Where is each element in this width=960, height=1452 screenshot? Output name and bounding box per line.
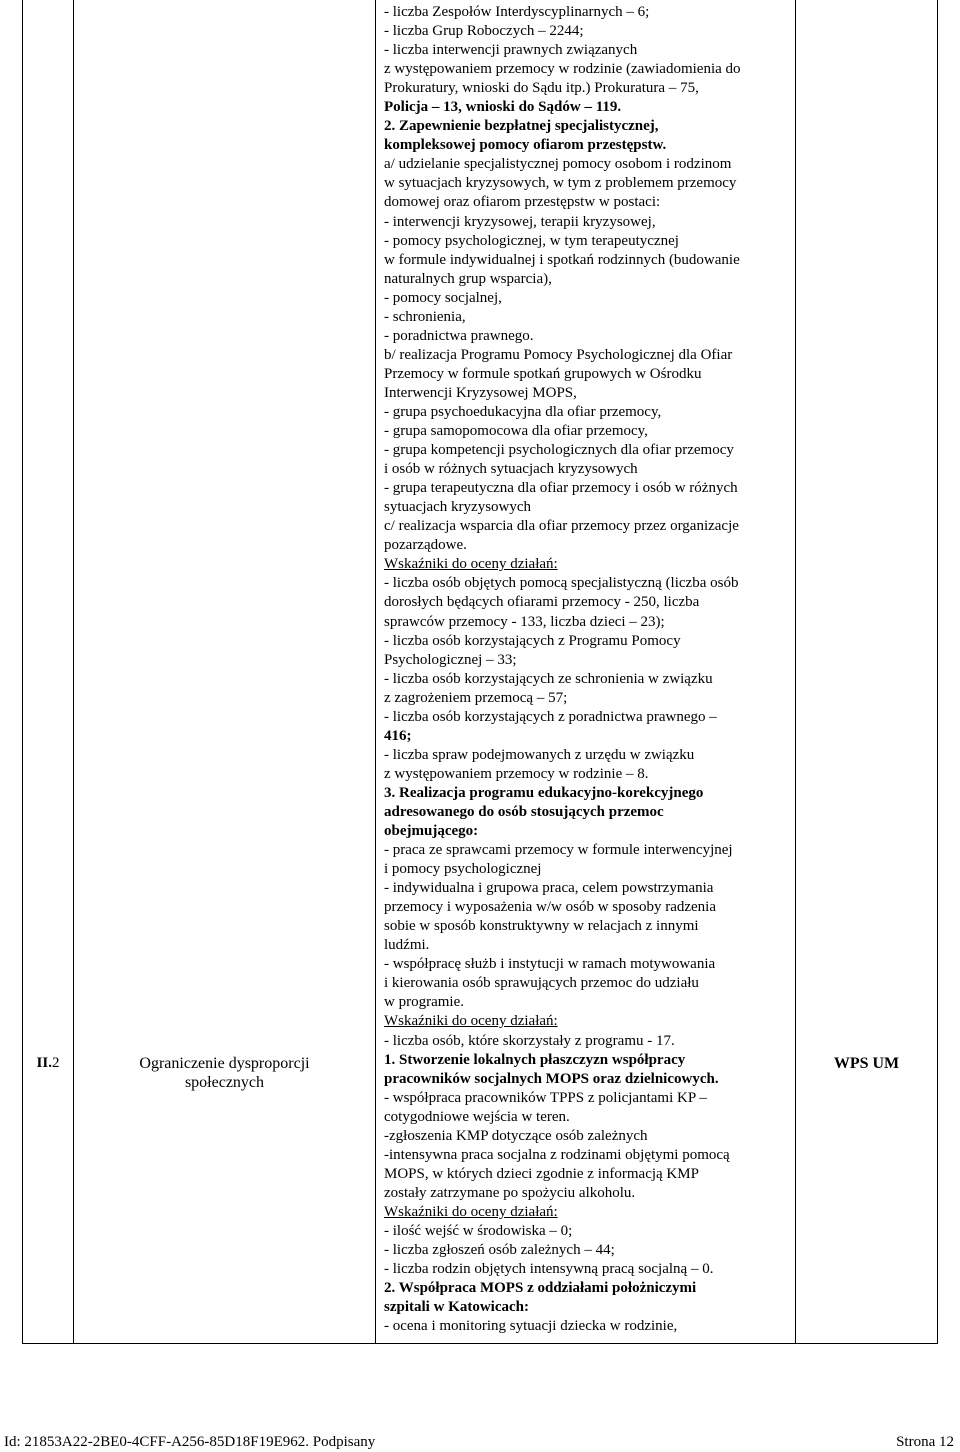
table-col-divider-3 — [795, 0, 796, 1344]
content-line: i osób w różnych sytuacjach kryzysowych — [384, 461, 638, 478]
content-line: Przemocy w formule spotkań grupowych w Ośrodku — [384, 365, 702, 382]
content-line: -zgłoszenia KMP dotyczące osób zależnych — [384, 1127, 648, 1144]
content-line: sobie w sposób konstruktywny w relacjach z innymi — [384, 918, 699, 935]
content-line: sprawców przemocy - 133, liczba dzieci – 23); — [384, 613, 665, 630]
content-line: - liczba Zespołów Interdyscyplinarnych – 6; — [384, 4, 650, 20]
content-line: szpitali w Katowicach: — [384, 1299, 529, 1316]
content-line: 416; — [384, 727, 412, 744]
content-line: pracowników socjalnych MOPS oraz dzielnicowych. — [384, 1070, 719, 1087]
responsible-cell: WPS UM — [833, 1055, 900, 1072]
content-line: - liczba osób korzystających ze schronienia w związku — [384, 670, 713, 687]
content-line: - pomocy socjalnej, — [384, 289, 502, 306]
goal-line-2: społecznych — [184, 1074, 265, 1091]
content-line: przemocy i wyposażenia w/w osób w sposoby radzenia — [384, 899, 716, 916]
content-line: dorosłych będących ofiarami przemocy - 250, liczba — [384, 594, 700, 611]
content-line: - liczba interwencji prawnych związanych — [384, 42, 638, 59]
content-line: - liczba osób, które skorzystały z programu - 17. — [384, 1032, 675, 1049]
content-line: 2. Zapewnienie bezpłatnej specjalistycznej, — [384, 118, 659, 135]
goal-line-1: Ograniczenie dysproporcji — [139, 1055, 310, 1072]
content-line: - indywidualna i grupowa praca, celem powstrzymania — [384, 880, 714, 897]
content-line: - pomocy psychologicznej, w tym terapeutycznej — [384, 232, 679, 249]
content-line: 3. Realizacja programu edukacyjno-korekcyjnego — [384, 784, 704, 801]
content-line: Interwencji Kryzysowej MOPS, — [384, 384, 577, 401]
content-line: - liczba rodzin objętych intensywną pracą socjalną – 0. — [384, 1261, 714, 1278]
content-line: - interwencji kryzysowej, terapii kryzysowej, — [384, 213, 656, 230]
content-line: Policja – 13, wnioski do Sądów – 119. — [384, 99, 622, 116]
content-line: - grupa kompetencji psychologicznych dla ofiar przemocy — [384, 442, 734, 459]
table-border-right — [937, 0, 938, 1344]
content-line: zostały zatrzymane po spożyciu alkoholu. — [384, 1184, 636, 1201]
content-line: -intensywna praca socjalna z rodzinami objętymi pomocą — [384, 1146, 730, 1163]
content-line: i pomocy psychologicznej — [384, 861, 542, 878]
content-line: b/ realizacja Programu Pomocy Psychologicznej dla Ofiar — [384, 346, 733, 363]
goal-cell — [74, 1054, 375, 1092]
content-line: 2. Współpraca MOPS z oddziałami położniczymi — [384, 1280, 697, 1297]
footer-document-id: Id: 21853A22-2BE0-4CFF-A256-85D18F19E962. Podpisany — [4, 1434, 376, 1450]
content-line: cotygodniowe wejścia w teren. — [384, 1108, 570, 1125]
content-line: i kierowania osób sprawujących przemoc do udziału — [384, 975, 699, 992]
content-line: - praca ze sprawcami przemocy w formule interwencyjnej — [384, 842, 733, 859]
content-line: MOPS, w których dzieci zgodnie z informacją KMP — [384, 1165, 699, 1182]
content-line: - grupa samopomocowa dla ofiar przemocy, — [384, 423, 648, 440]
footer-page-number: Strona 12 — [896, 1434, 954, 1450]
content-line: ludźmi. — [384, 937, 430, 954]
content-line: - liczba osób objętych pomocą specjalistyczną (liczba osób — [384, 575, 739, 592]
content-line: - liczba zgłoszeń osób zależnych – 44; — [384, 1242, 615, 1259]
content-line: sytuacjach kryzysowych — [384, 499, 532, 516]
content-line: - ocena i monitoring sytuacji dziecka w rodzinie, — [384, 1318, 678, 1335]
content-line: z zagrożeniem przemocą – 57; — [384, 689, 568, 706]
content-line: - współpracę służb i instytucji w ramach motywowania — [384, 956, 716, 973]
content-line: Psychologicznej – 33; — [384, 651, 517, 668]
content-line: - schronienia, — [384, 308, 466, 325]
content-line: w programie. — [384, 994, 464, 1011]
content-line: - poradnictwa prawnego. — [384, 327, 534, 344]
table-col-divider-1 — [73, 0, 74, 1344]
row-number-prefix: II. — [36, 1055, 52, 1071]
content-line: - ilość wejść w środowiska – 0; — [384, 1223, 573, 1239]
content-line: 1. Stworzenie lokalnych płaszczyzn współpracy — [384, 1051, 686, 1068]
content-line: Wskaźniki do oceny działań: — [384, 1013, 558, 1030]
content-line: Prokuratury, wnioski do Sądu itp.) Prokuratura – 75, — [384, 80, 699, 97]
content-line: adresowanego do osób stosujących przemoc — [384, 803, 664, 820]
content-line: - liczba osób korzystających z Programu Pomocy — [384, 632, 681, 649]
content-line: z występowaniem przemocy w rodzinie (zawiadomienia do — [384, 61, 741, 78]
content-line: - współpraca pracowników TPPS z policjantami KP – — [384, 1089, 707, 1106]
content-line: - grupa terapeutyczna dla ofiar przemocy i osób w różnych — [384, 480, 738, 497]
row-number-suffix: 2 — [51, 1055, 60, 1071]
content-line: Wskaźniki do oceny działań: — [384, 556, 558, 573]
content-line: kompleksowej pomocy ofiarom przestępstw. — [384, 137, 667, 154]
task-description-cell — [384, 3, 794, 1336]
content-line: - grupa psychoedukacyjna dla ofiar przemocy, — [384, 403, 662, 420]
table-col-divider-2 — [375, 0, 376, 1344]
table-border-bottom — [22, 1343, 938, 1344]
table-border-left — [22, 0, 23, 1344]
content-line: obejmującego: — [384, 823, 479, 840]
content-line: naturalnych grup wsparcia), — [384, 270, 552, 287]
content-line: a/ udzielanie specjalistycznej pomocy osobom i rodzinom — [384, 156, 732, 173]
content-line: - liczba spraw podejmowanych z urzędu w związku — [384, 746, 695, 763]
content-line: Wskaźniki do oceny działań: — [384, 1203, 558, 1220]
content-line: c/ realizacja wsparcia dla ofiar przemocy przez organizacje — [384, 518, 739, 535]
content-line: z występowaniem przemocy w rodzinie – 8. — [384, 765, 649, 782]
content-line: - liczba Grup Roboczych – 2244; — [384, 23, 584, 40]
content-line: - liczba osób korzystających z poradnictwa prawnego – — [384, 708, 717, 725]
page-footer — [0, 1434, 960, 1452]
content-line: domowej oraz ofiarom przestępstw w postaci: — [384, 194, 661, 211]
content-line: pozarządowe. — [384, 537, 467, 554]
content-line: w sytuacjach kryzysowych, w tym z problemem przemocy — [384, 175, 737, 192]
content-line: w formule indywidualnej i spotkań rodzinnych (budowanie — [384, 251, 740, 268]
row-number — [22, 1054, 74, 1073]
